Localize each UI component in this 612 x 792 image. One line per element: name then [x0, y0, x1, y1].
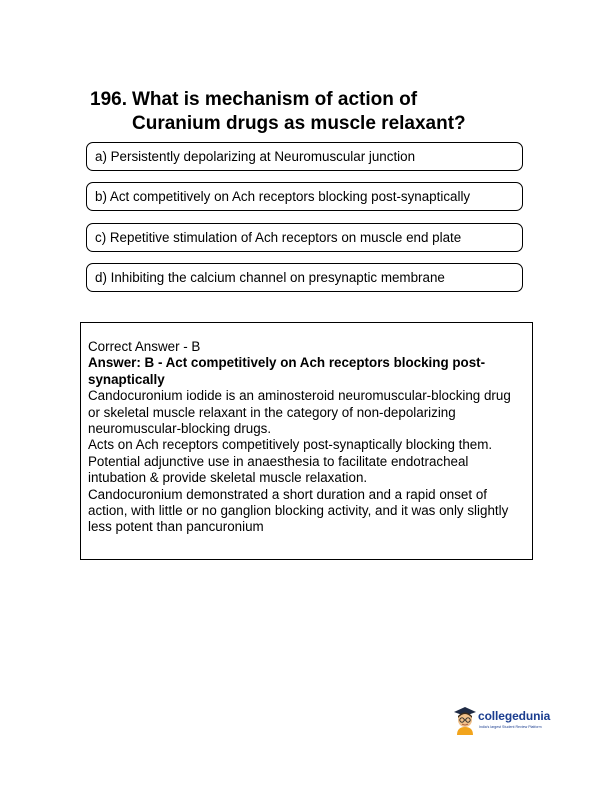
logo-tagline: India's largest Student Review Platform	[479, 725, 542, 729]
explanation-paragraph: Potential adjunctive use in anaesthesia to facilitate endotracheal intubation & provide skeletal muscle relaxation.	[88, 453, 469, 486]
question-title	[90, 88, 560, 136]
mascot-icon	[452, 705, 478, 735]
answer-box	[80, 322, 533, 560]
question-line-1: What is mechanism of action of	[132, 89, 418, 110]
answer-heading: Answer: B - Act competitively on Ach receptors blocking post-synaptically	[88, 355, 486, 387]
option-d[interactable]: d) Inhibiting the calcium channel on presynaptic membrane	[86, 263, 523, 292]
explanation-paragraph: Candocuronium iodide is an aminosteroid neuromuscular-blocking drug or skeletal muscle relaxant in the category of non-depolarizing neuromuscular-blocking drugs.	[88, 388, 511, 437]
correct-answer-label: Correct Answer - B	[88, 339, 201, 354]
option-c[interactable]: c) Repetitive stimulation of Ach receptors on muscle end plate	[86, 223, 523, 252]
logo-name: collegedunia	[478, 709, 551, 723]
question-number: 196.	[90, 89, 127, 110]
option-b[interactable]: b) Act competitively on Ach receptors blocking post-synaptically	[86, 182, 523, 211]
collegedunia-logo	[452, 705, 562, 739]
explanation-paragraph: Candocuronium demonstrated a short duration and a rapid onset of action, with little or no ganglion blocking activity, and it was only slightly less potent than pancuronium	[88, 486, 509, 535]
question-line-2: Curanium drugs as muscle relaxant?	[132, 113, 466, 134]
option-a[interactable]: a) Persistently depolarizing at Neuromuscular junction	[86, 142, 523, 171]
explanation-paragraph: Acts on Ach receptors competitively post-synaptically blocking them.	[88, 437, 493, 453]
